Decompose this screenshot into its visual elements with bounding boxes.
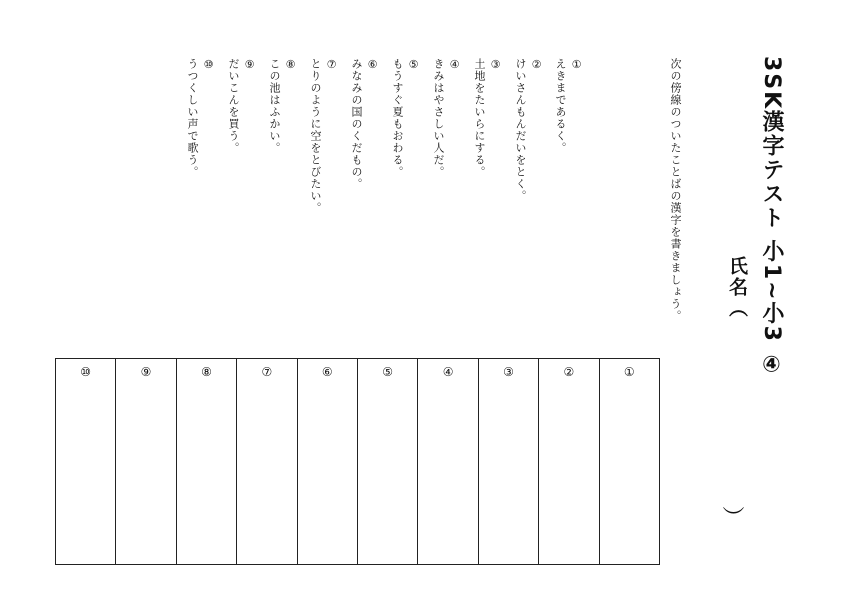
question-4 [432,58,462,178]
question-number: ⑨ [243,58,256,72]
name-label: 氏名（ [726,256,748,319]
question-text: きみはやさしい人だ。 [432,58,445,178]
page-title: 3SK漢字テスト 小1~小3 ④ [759,56,784,380]
question-1 [554,58,584,154]
question-7 [309,58,339,214]
question-text: 土地をたいらにする。 [473,58,486,178]
question-text: この池はふかい。 [268,58,281,154]
question-number: ⑩ [202,58,215,72]
question-text: けいさんもんだいをとく。 [514,58,527,202]
question-5 [391,58,421,178]
instructions: 次の傍線のついたことばの漢字を書きましょう。 [669,58,682,322]
question-text: だいこんを買う。 [227,58,240,154]
answer-cell-2[interactable]: ② [538,359,598,564]
question-3 [473,58,503,178]
name-close-paren: ） [719,506,744,528]
answer-cell-6[interactable]: ⑥ [297,359,357,564]
question-number: ⑧ [284,58,297,72]
question-text: もうすぐ夏もおわる。 [391,58,404,178]
answer-cell-10[interactable]: ⑩ [80,365,92,379]
answer-cell-4[interactable]: ④ [417,359,477,564]
question-9 [227,58,257,154]
question-number: ① [570,58,583,72]
question-number: ⑥ [366,58,379,72]
question-8 [268,58,298,154]
question-text: えきまであるく。 [554,58,567,154]
question-number: ⑦ [325,58,338,72]
question-text: みなみの国のくだもの。 [350,58,363,190]
question-2 [514,58,544,202]
question-number: ③ [489,58,502,72]
question-number: ⑤ [407,58,420,72]
answer-table [55,358,660,565]
answer-cell-7[interactable]: ⑦ [236,359,296,564]
answer-cell-1[interactable]: ① [599,359,659,564]
answer-cell-9[interactable]: ⑨ [115,359,175,564]
question-6 [350,58,380,190]
question-number: ④ [448,58,461,72]
question-text: とりのように空をとびたい。 [309,58,322,214]
question-number: ② [530,58,543,72]
question-10 [186,58,216,178]
question-text: うつくしい声で歌う。 [186,58,199,178]
answer-cell-3[interactable]: ③ [478,359,538,564]
answer-cell-8[interactable]: ⑧ [176,359,236,564]
answer-cell-5[interactable]: ⑤ [357,359,417,564]
